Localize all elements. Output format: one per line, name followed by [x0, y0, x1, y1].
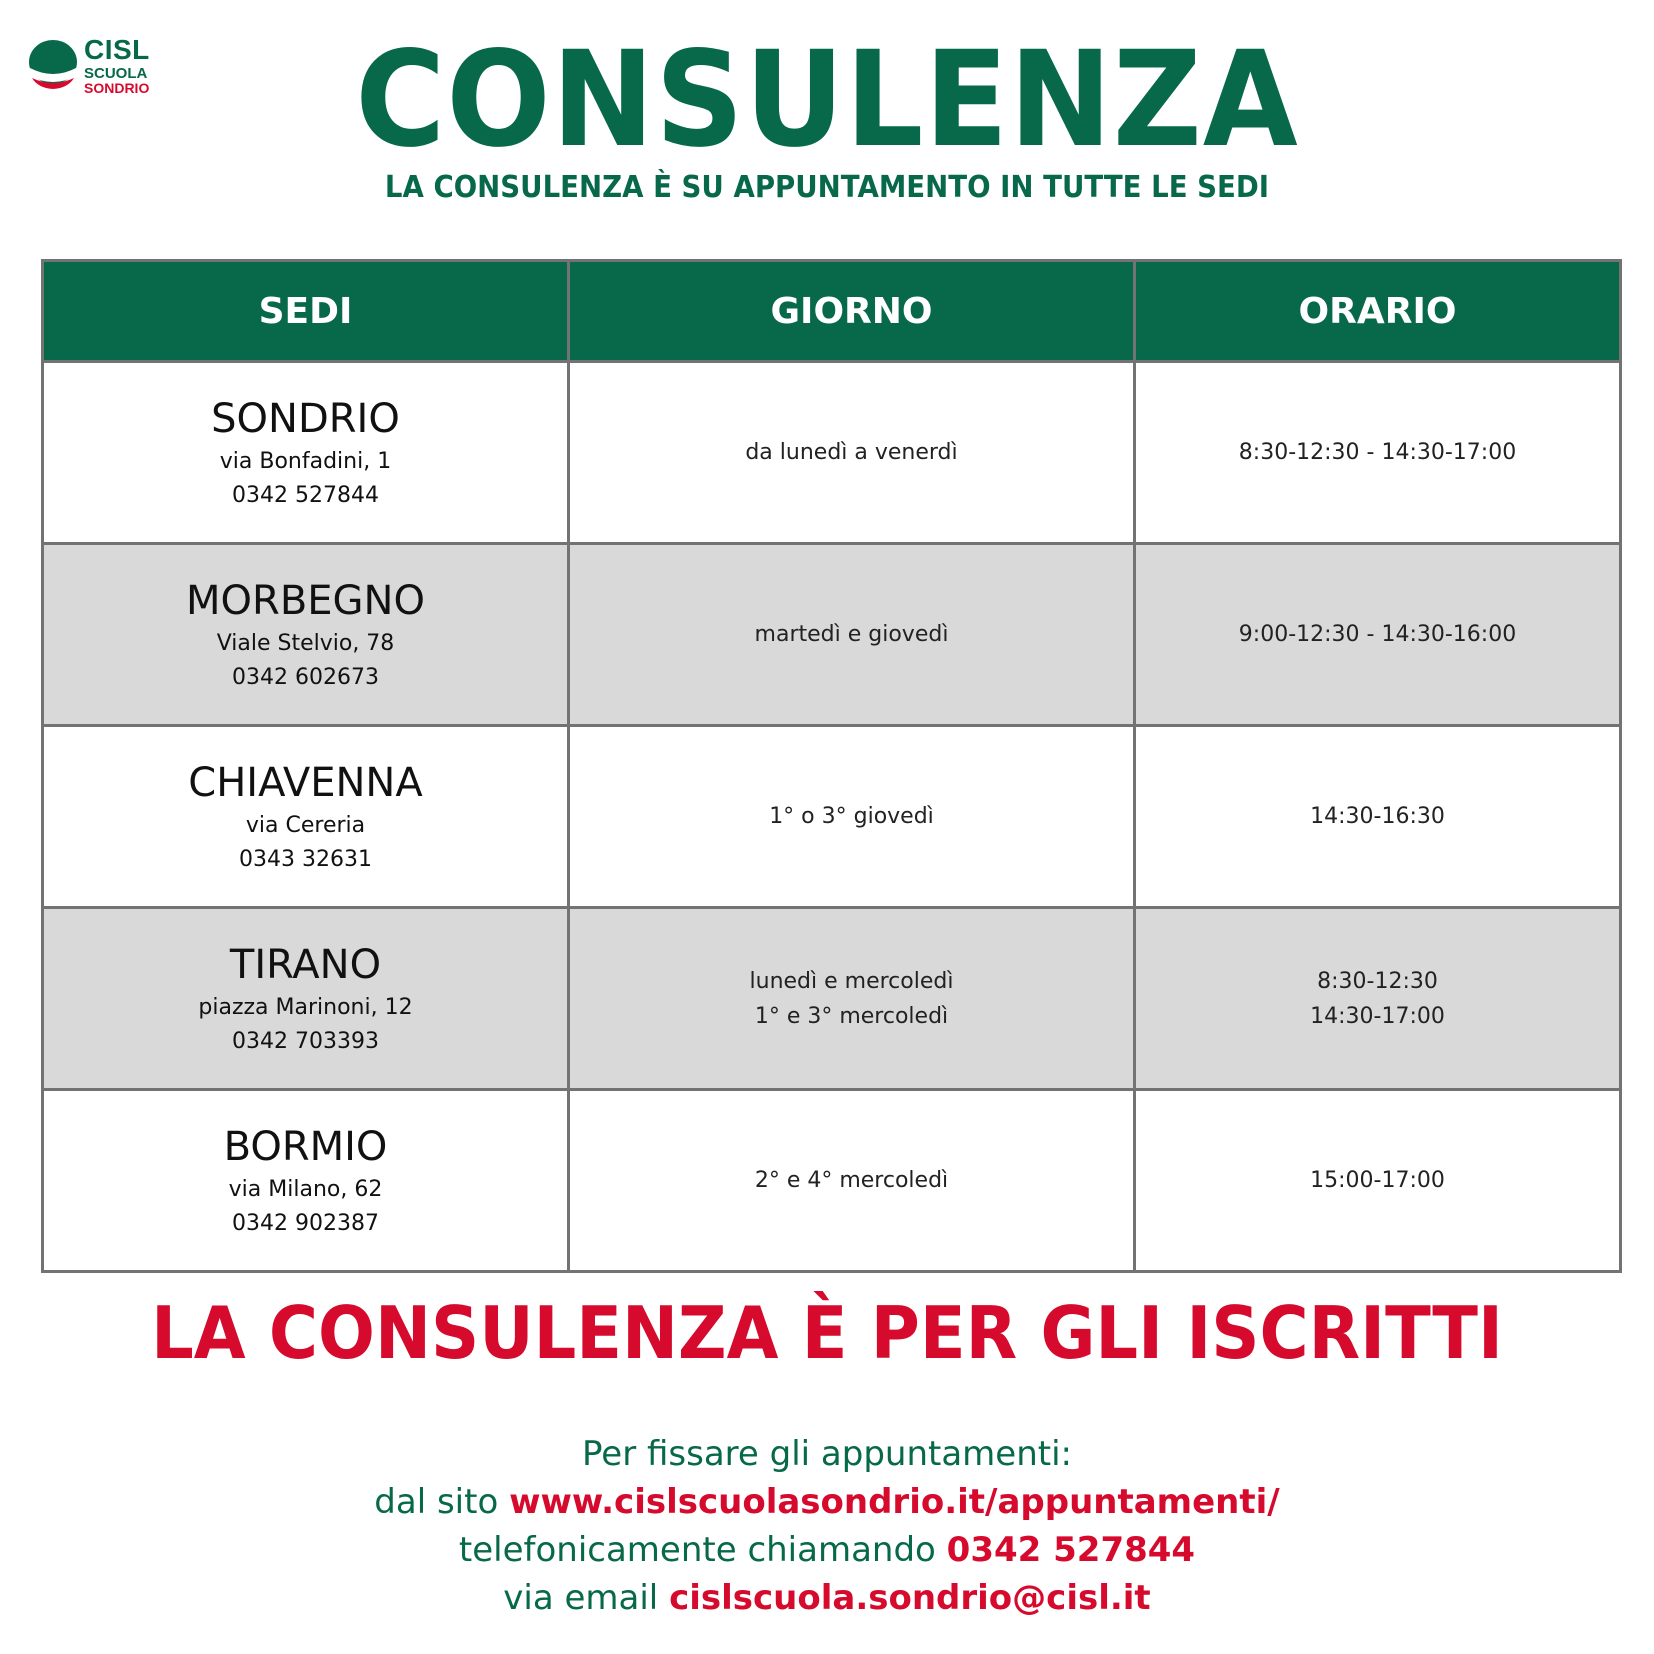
orario-text: 14:30-16:30	[1310, 804, 1445, 829]
table-row-chiavenna	[43, 726, 1621, 908]
sede-address: Viale Stelvio, 78	[216, 630, 395, 656]
page-title: CONSULENZA	[355, 23, 1299, 177]
header-giorno: GIORNO	[569, 261, 1135, 362]
sede-cell	[43, 544, 569, 726]
giorno-cell	[569, 544, 1135, 726]
page-subtitle: LA CONSULENZA È SU APPUNTAMENTO IN TUTTE LE SEDI	[384, 170, 1270, 205]
orario-text-line2: 14:30-17:00	[1310, 1003, 1445, 1029]
sede-phone: 0342 703393	[232, 1028, 379, 1054]
contact-info	[0, 1430, 1654, 1622]
contact-intro: Per fissare gli appuntamenti:	[582, 1434, 1072, 1474]
table-row-sondrio	[43, 362, 1621, 544]
sede-address: via Milano, 62	[228, 1176, 383, 1202]
giorno-cell	[569, 362, 1135, 544]
giorno-text: 2° e 4° mercoledì	[754, 1168, 949, 1193]
orario-cell	[1135, 726, 1621, 908]
table-header-row	[43, 261, 1621, 362]
sede-cell	[43, 1090, 569, 1272]
logo-line-cisl: CISL	[84, 34, 150, 65]
contact-site-prefix: dal sito	[374, 1482, 510, 1522]
table-row-morbegno	[43, 544, 1621, 726]
orario-text: 15:00-17:00	[1310, 1168, 1445, 1193]
sede-address: via Cereria	[245, 812, 366, 838]
orario-text: 9:00-12:30 - 14:30-16:00	[1238, 622, 1517, 647]
sede-name: SONDRIO	[211, 395, 400, 442]
contact-phone-prefix: telefonicamente chiamando	[458, 1530, 947, 1570]
giorno-text: da lunedì a venerdì	[745, 440, 958, 465]
giorno-cell	[569, 726, 1135, 908]
orario-cell	[1135, 1090, 1621, 1272]
giorno-text: 1° o 3° giovedì	[769, 804, 934, 829]
giorno-cell	[569, 1090, 1135, 1272]
contact-email-line	[0, 1574, 1654, 1622]
sede-phone: 0342 602673	[232, 664, 379, 690]
giorno-text-line2: 1° e 3° mercoledì	[754, 1003, 949, 1029]
contact-phone-number[interactable]: 0342 527844	[946, 1530, 1196, 1570]
header-orario: ORARIO	[1135, 261, 1621, 362]
header-sedi: SEDI	[43, 261, 569, 362]
sede-name: CHIAVENNA	[188, 759, 423, 806]
giorno-text-line1: lunedì e mercoledì	[749, 968, 954, 994]
table-row-bormio	[43, 1090, 1621, 1272]
sede-cell	[43, 362, 569, 544]
logo-line-scuola: SCUOLA	[84, 65, 148, 82]
orario-cell	[1135, 908, 1621, 1090]
contact-email-address[interactable]: cislscuola.sondrio@cisl.it	[669, 1578, 1151, 1618]
schedule-table	[41, 259, 1622, 1273]
sede-cell	[43, 908, 569, 1090]
contact-phone-line	[0, 1526, 1654, 1574]
orario-text-line1: 8:30-12:30	[1317, 968, 1438, 994]
contact-email-prefix: via email	[503, 1578, 670, 1618]
logo-line-sondrio: SONDRIO	[84, 80, 150, 96]
contact-site-line	[0, 1478, 1654, 1526]
orario-text: 8:30-12:30 - 14:30-17:00	[1238, 440, 1517, 465]
orario-cell	[1135, 544, 1621, 726]
sede-address: piazza Marinoni, 12	[198, 994, 413, 1020]
sede-name: BORMIO	[223, 1123, 388, 1170]
sede-cell	[43, 726, 569, 908]
table-row-tirano	[43, 908, 1621, 1090]
sede-phone: 0342 527844	[232, 482, 379, 508]
orario-cell	[1135, 362, 1621, 544]
members-only-banner: LA CONSULENZA È PER GLI ISCRITTI	[151, 1291, 1503, 1375]
sede-address: via Bonfadini, 1	[219, 448, 392, 474]
sede-phone: 0343 32631	[239, 846, 372, 872]
sede-name: MORBEGNO	[186, 577, 425, 624]
sede-phone: 0342 902387	[232, 1210, 379, 1236]
contact-site-link[interactable]: www.cislscuolasondrio.it/appuntamenti/	[509, 1482, 1280, 1522]
giorno-text: martedì e giovedì	[754, 622, 949, 647]
sede-name: TIRANO	[229, 941, 382, 988]
giorno-cell	[569, 908, 1135, 1090]
